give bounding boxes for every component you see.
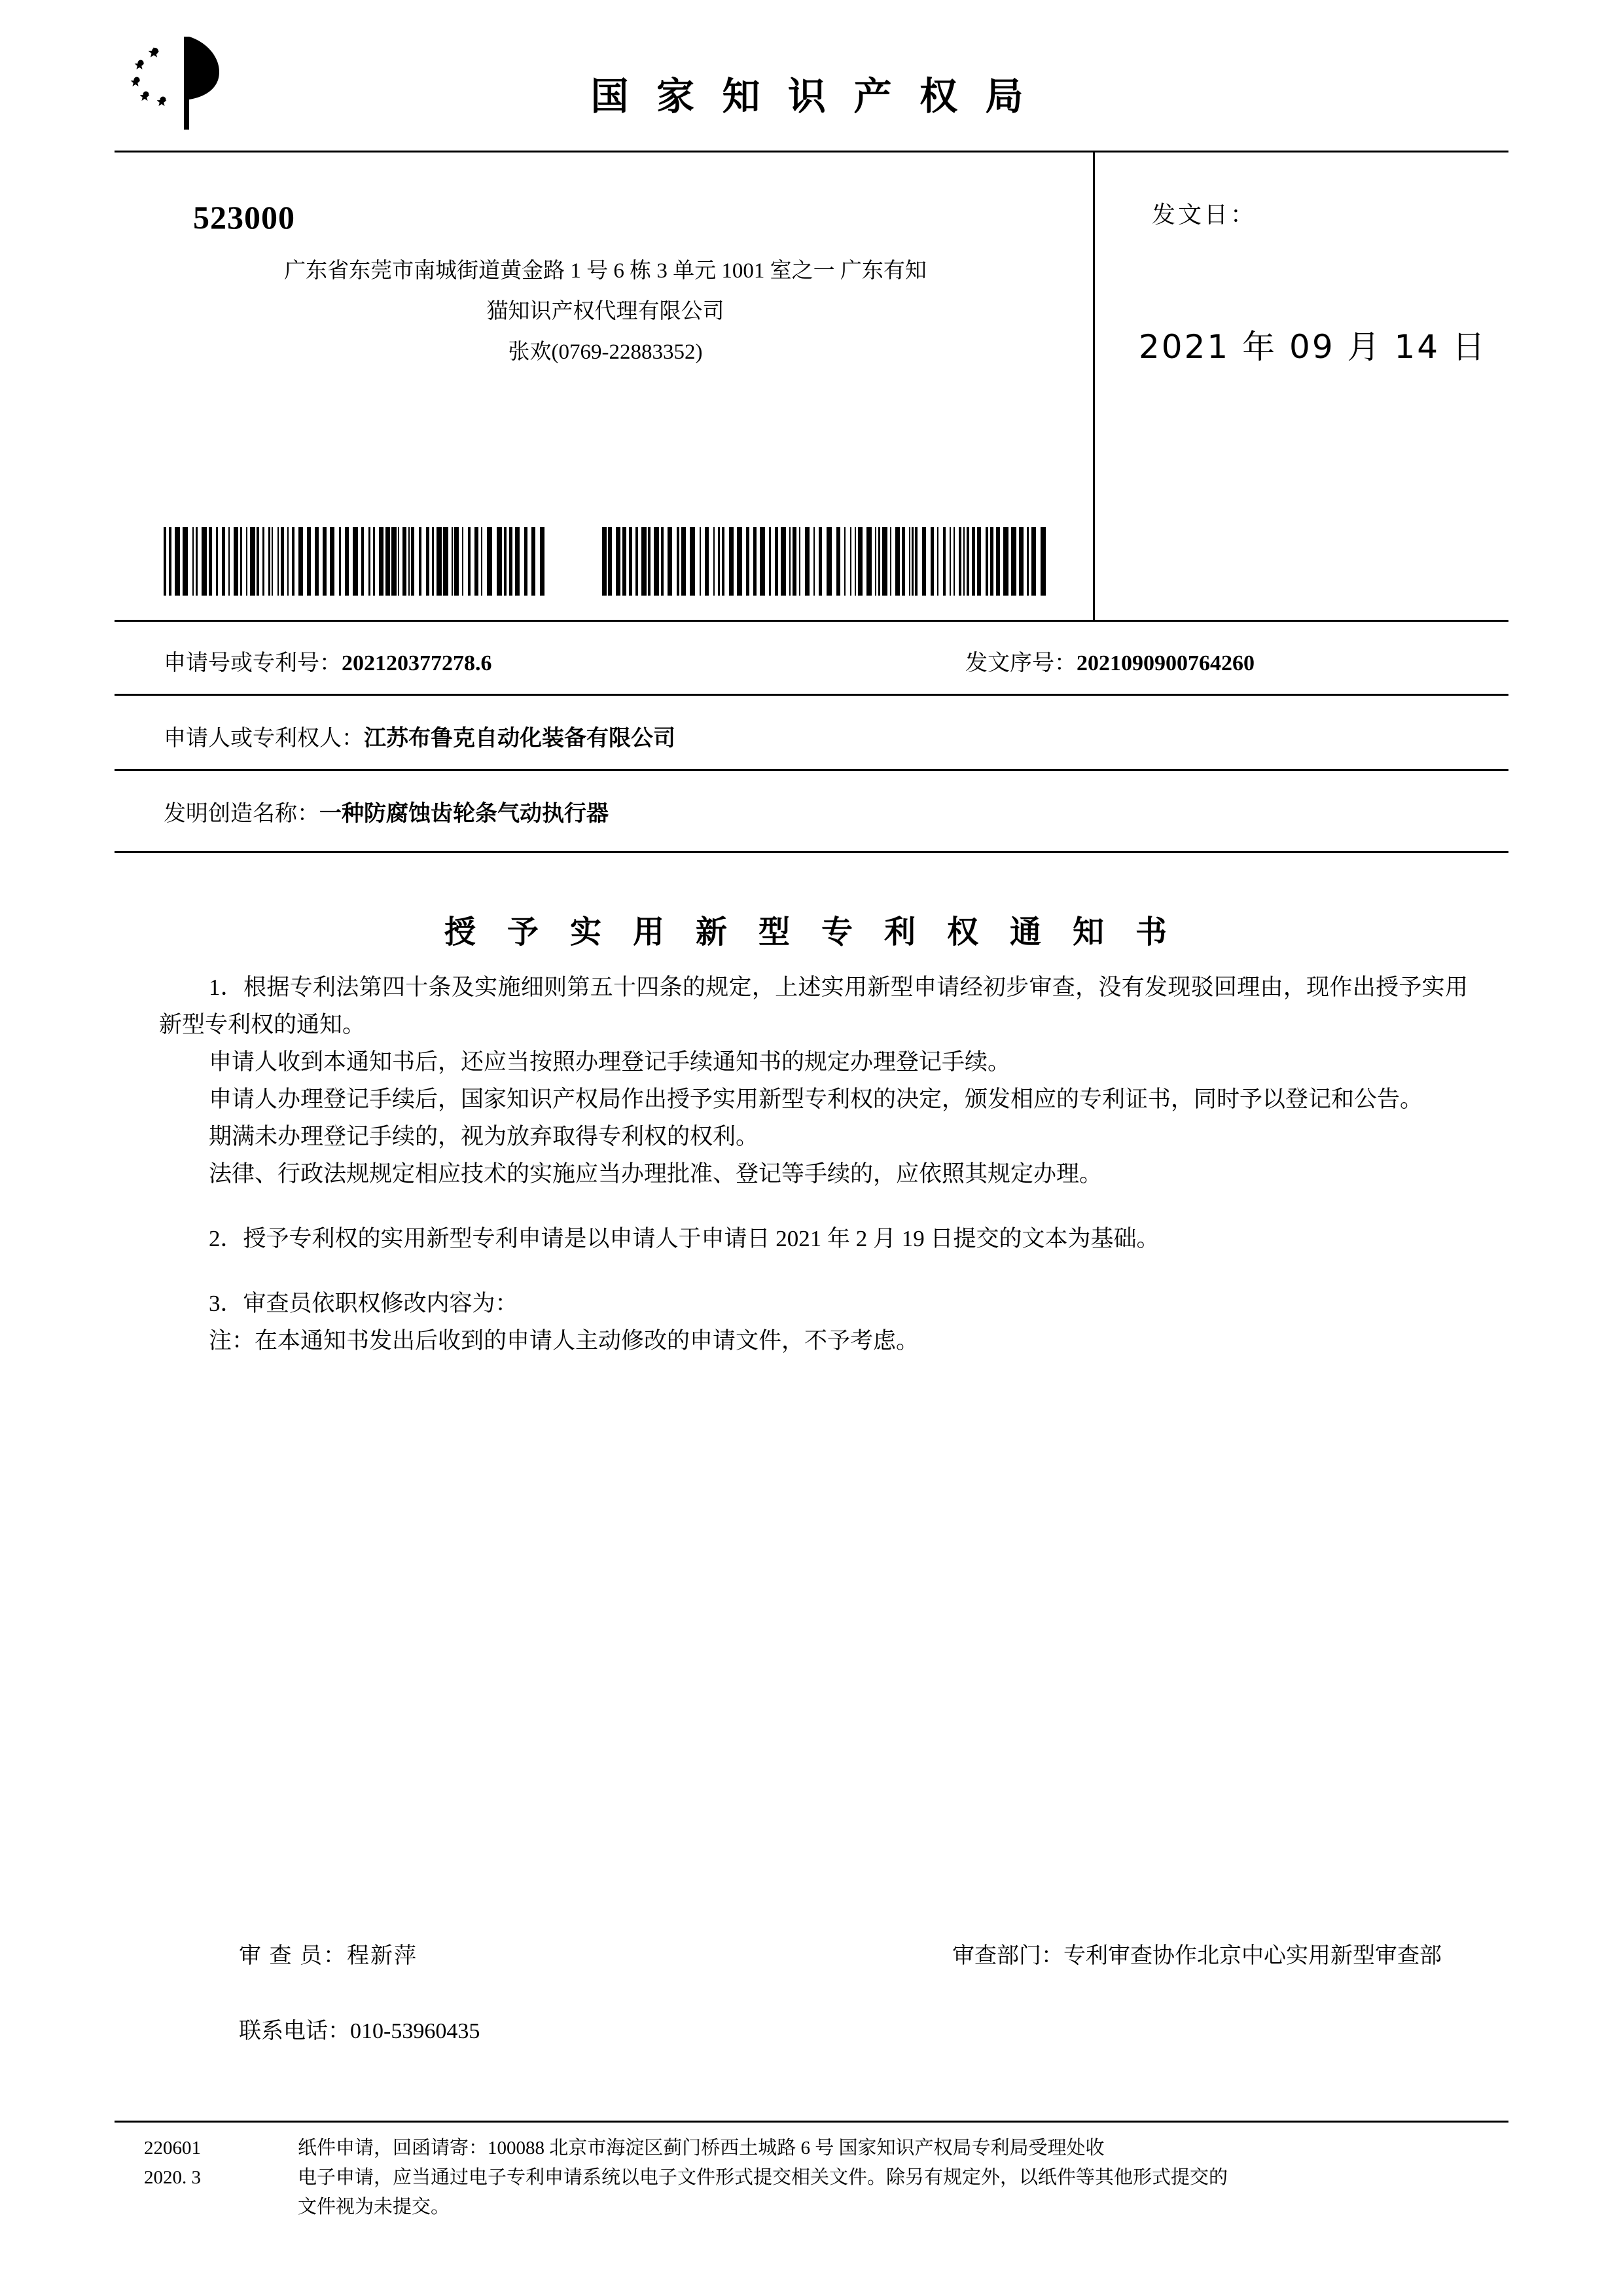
invention-title-field: [164, 795, 609, 827]
row-invention-title: [115, 795, 1508, 844]
address-line-2: 猫知识产权代理有限公司: [486, 300, 724, 323]
application-number-value: 202120377278.6: [342, 651, 492, 675]
footer-text: [298, 2134, 1495, 2222]
form-code-version: 2020. 3: [144, 2167, 201, 2188]
issue-date-label: 发文日：: [1152, 202, 1257, 228]
applicant-label: 申请人或专利权人：: [164, 726, 364, 751]
form-code-number: 220601: [144, 2138, 201, 2159]
row-application-number: [115, 645, 1508, 694]
serial-number-field: [965, 645, 1255, 677]
contact-phone-field: [239, 2013, 480, 2045]
barcode-divider: [115, 620, 1508, 622]
application-number-field: [164, 645, 492, 677]
invention-title-value: 一种防腐蚀齿轮条气动执行器: [319, 802, 609, 826]
serial-number-label: 发文序号：: [965, 651, 1077, 675]
divider-2: [115, 769, 1508, 771]
examiner-label: 审 查 员：: [239, 1944, 347, 1968]
notice-title: 授 予 实 用 新 型 专 利 权 通 知 书: [444, 915, 1179, 950]
row-applicant: [115, 720, 1508, 769]
addressee-contact: 张欢(0769-22883352): [508, 340, 703, 364]
addressee-address: [154, 251, 1057, 372]
barcode-serial-number: [602, 527, 1047, 596]
applicant-field: [164, 720, 675, 752]
body-paragraph-7: 3．审查员依职权修改内容为：: [209, 1291, 518, 1316]
divider-1: [115, 694, 1508, 696]
address-date-divider: [1093, 152, 1095, 620]
contact-phone-value: 010-53960435: [350, 2019, 480, 2043]
address-line-1: 广东省东莞市南城街道黄金路 1 号 6 栋 3 单元 1001 室之一 广东有知: [284, 259, 927, 283]
body-paragraph-1: 1．根据专利法第四十条及实施细则第五十四条的规定，上述实用新型申请经初步审查，没有发现驳回理由，现作出授予实用新型专利权的通知。: [159, 975, 1468, 1037]
department-field: [952, 1937, 1442, 1969]
divider-3: [115, 851, 1508, 853]
department-label: 审查部门：: [952, 1944, 1063, 1968]
applicant-value: 江苏布鲁克自动化装备有限公司: [364, 726, 675, 751]
footer-line-3: 文件视为未提交。: [298, 2197, 450, 2217]
body-paragraph-3: 申请人办理登记手续后，国家知识产权局作出授予实用新型专利权的决定，颁发相应的专利证书，同时予以登记和公告。: [209, 1086, 1423, 1112]
footer-divider: [115, 2121, 1508, 2123]
body-paragraph-2: 申请人收到本通知书后，还应当按照办理登记手续通知书的规定办理登记手续。: [209, 1049, 1011, 1075]
body-paragraph-4: 期满未办理登记手续的，视为放弃取得专利权的权利。: [209, 1124, 759, 1149]
form-code: [144, 2134, 201, 2193]
examiner-value: 程新萍: [347, 1944, 418, 1968]
serial-number-value: 2021090900764260: [1077, 651, 1255, 675]
department-value: 专利审查协作北京中心实用新型审查部: [1063, 1944, 1442, 1968]
notice-body: [159, 969, 1468, 1359]
application-number-label: 申请号或专利号：: [164, 651, 342, 675]
document-header: [115, 26, 1508, 137]
footer-line-2: 电子申请，应当通过电子专利申请系统以电子文件形式提交相关文件。除另有规定外，以纸件等其他形式提交的: [298, 2167, 1228, 2188]
header-divider: [115, 151, 1508, 152]
footer-line-1: 纸件申请，回函请寄：100088 北京市海淀区蓟门桥西土城路 6 号 国家知识产权局专利局受理处收: [298, 2138, 1105, 2159]
body-paragraph-5: 法律、行政法规规定相应技术的实施应当办理批准、登记等手续的，应依照其规定办理。: [209, 1161, 1103, 1187]
contact-phone-label: 联系电话：: [239, 2019, 350, 2043]
page-title: 国 家 知 识 产 权 局: [590, 75, 1033, 118]
postcode: 523000: [193, 199, 295, 236]
barcode-application-number: [164, 527, 546, 596]
invention-title-label: 发明创造名称：: [164, 802, 319, 826]
body-paragraph-8: 注：在本通知书发出后收到的申请人主动修改的申请文件，不予考虑。: [209, 1328, 919, 1354]
examiner-field: [239, 1937, 418, 1969]
issue-date-value: 2021 年 09 月 14 日: [1139, 328, 1487, 366]
body-paragraph-6: 2．授予专利权的实用新型专利申请是以申请人于申请日 2021 年 2 月 19 日提交的文本为基础。: [209, 1226, 1160, 1251]
